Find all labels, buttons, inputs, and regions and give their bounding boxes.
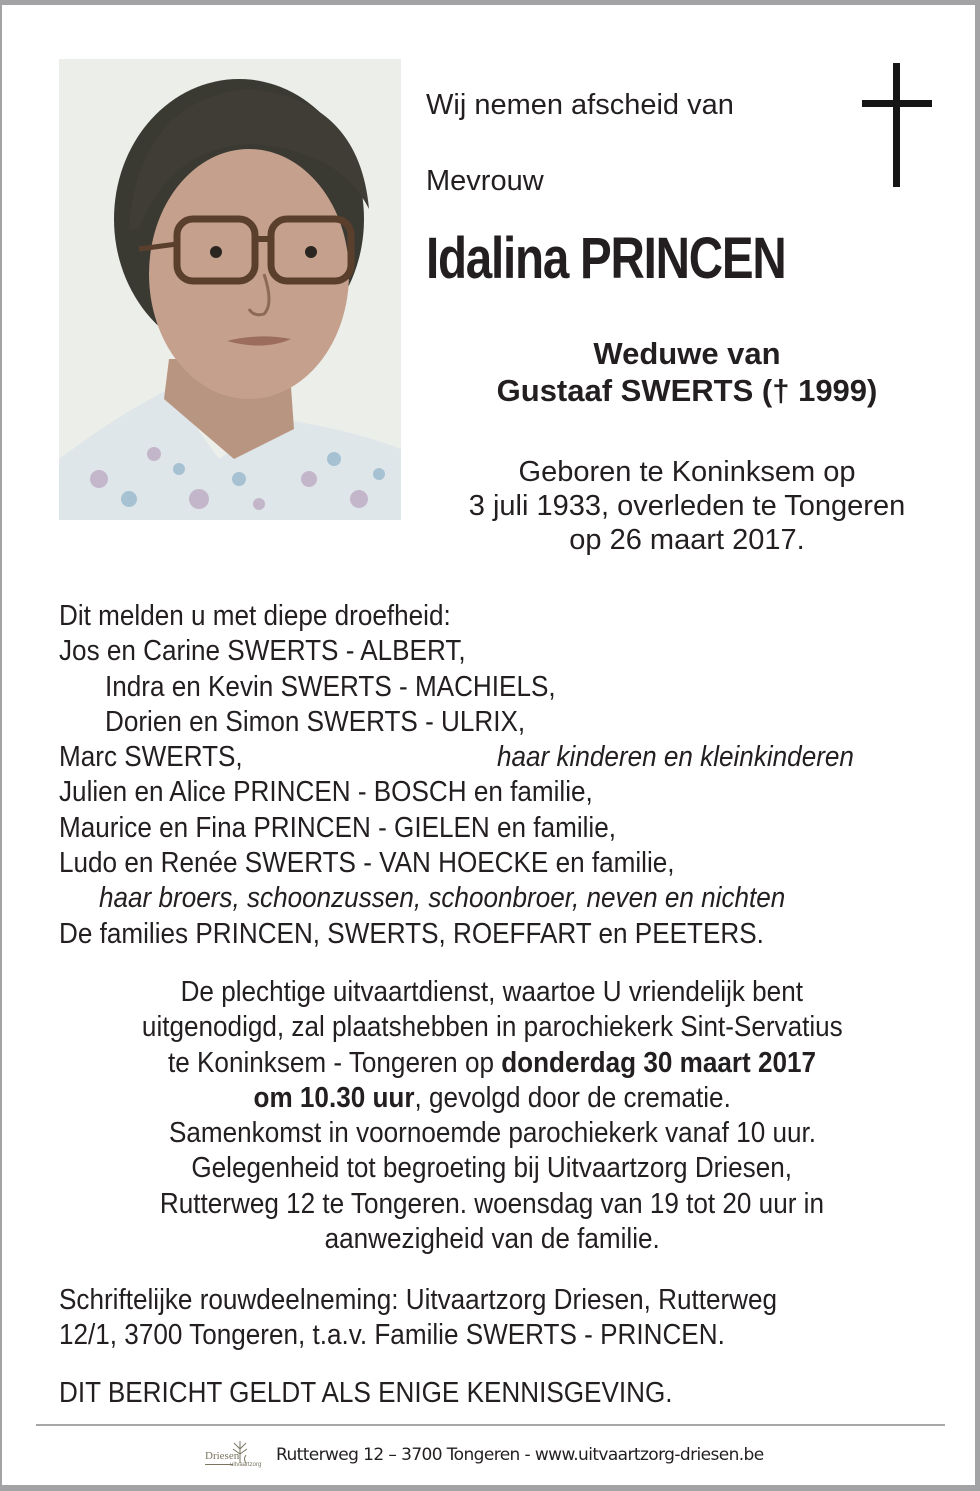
family-row: Ludo en Renée SWERTS - VAN HOECKE en familie, [59,847,675,880]
service-line: Samenkomst in voornoemde parochiekerk vanaf 10 uur. [168,1117,816,1150]
condolence-line-1: Schriftelijke rouwdeelneming: Uitvaartzorg Driesen, Rutterweg [59,1284,778,1316]
logo-word: Driesen [205,1450,240,1462]
service-time: om 10.30 uur [253,1081,415,1114]
honorific: Mevrouw [426,165,544,197]
service-date: donderdag 30 maart 2017 [501,1046,816,1079]
spouse-line-2: Gustaaf SWERTS († 1999) [496,373,878,408]
portrait-image [59,59,401,520]
family-row: Marc SWERTS, [59,741,243,774]
spouse-block [412,335,962,409]
family-row: Indra en Kevin SWERTS - MACHIELS, [105,670,556,703]
cross-icon [862,63,932,187]
family-row: Dorien en Simon SWERTS - ULRIX, [105,705,526,738]
family-row: Julien en Alice PRINCEN - BOSCH en familie, [59,776,593,809]
siblings-caption: haar broers, schoonzussen, schoonbroer, neven en nichten [99,882,786,915]
service-line: Gelegenheid tot begroeting bij Uitvaartzorg Driesen, [191,1152,793,1185]
condolence-line-2: 12/1, 3700 Tongeren, t.a.v. Familie SWERTS - PRINCEN. [59,1319,725,1351]
family-heading: Dit melden u met diepe droefheid: [59,600,451,632]
deceased-name: Idalina PRINCEN [426,226,786,291]
family-list [59,599,929,952]
footer-divider [36,1424,945,1426]
logo-sub: uitvaartzorg [230,1462,262,1468]
children-caption: haar kinderen en kleinkinderen [497,741,854,774]
footer [202,1435,764,1475]
sole-notice: DIT BERICHT GELDT ALS ENIGE KENNISGEVING. [59,1377,673,1409]
birth-death-line-3: op 26 maart 2017. [569,524,805,556]
service-line: Rutterweg 12 te Tongeren. woensdag van 19 tot 20 uur in [159,1187,825,1220]
family-row: Maurice en Fina PRINCEN - GIELEN en familie, [59,811,616,844]
footer-address: Rutterweg 12 – 3700 Tongeren - www.uitvaartzorg-driesen.be [276,1445,764,1465]
birth-death-line-1: Geboren te Koninksem op [518,456,856,488]
portrait-photo [59,59,401,520]
service-line: uitgenodigd, zal plaatshebben in parochiekerk Sint-Servatius [141,1011,843,1044]
family-row: De families PRINCEN, SWERTS, ROEFFART en PEETERS. [59,917,764,950]
driesen-logo [202,1437,262,1473]
service-line: te Koninksem - Tongeren op donderdag 30 maart 2017 [167,1046,816,1079]
birth-death-block [412,455,962,557]
family-row: Jos en Carine SWERTS - ALBERT, [59,635,466,668]
service-line: om 10.30 uur, gevolgd door de crematie. [253,1081,731,1114]
birth-death-line-2: 3 juli 1933, overleden te Tongeren [468,490,906,522]
service-line: aanwezigheid van de familie. [324,1223,660,1256]
condolence-address [59,1283,857,1353]
obituary-card [2,5,975,1485]
service-details [42,975,942,1257]
spouse-line-1: Weduwe van [593,336,781,371]
intro-text: Wij nemen afscheid van [426,89,734,121]
service-line: De plechtige uitvaartdienst, waartoe U vriendelijk bent [180,976,804,1008]
